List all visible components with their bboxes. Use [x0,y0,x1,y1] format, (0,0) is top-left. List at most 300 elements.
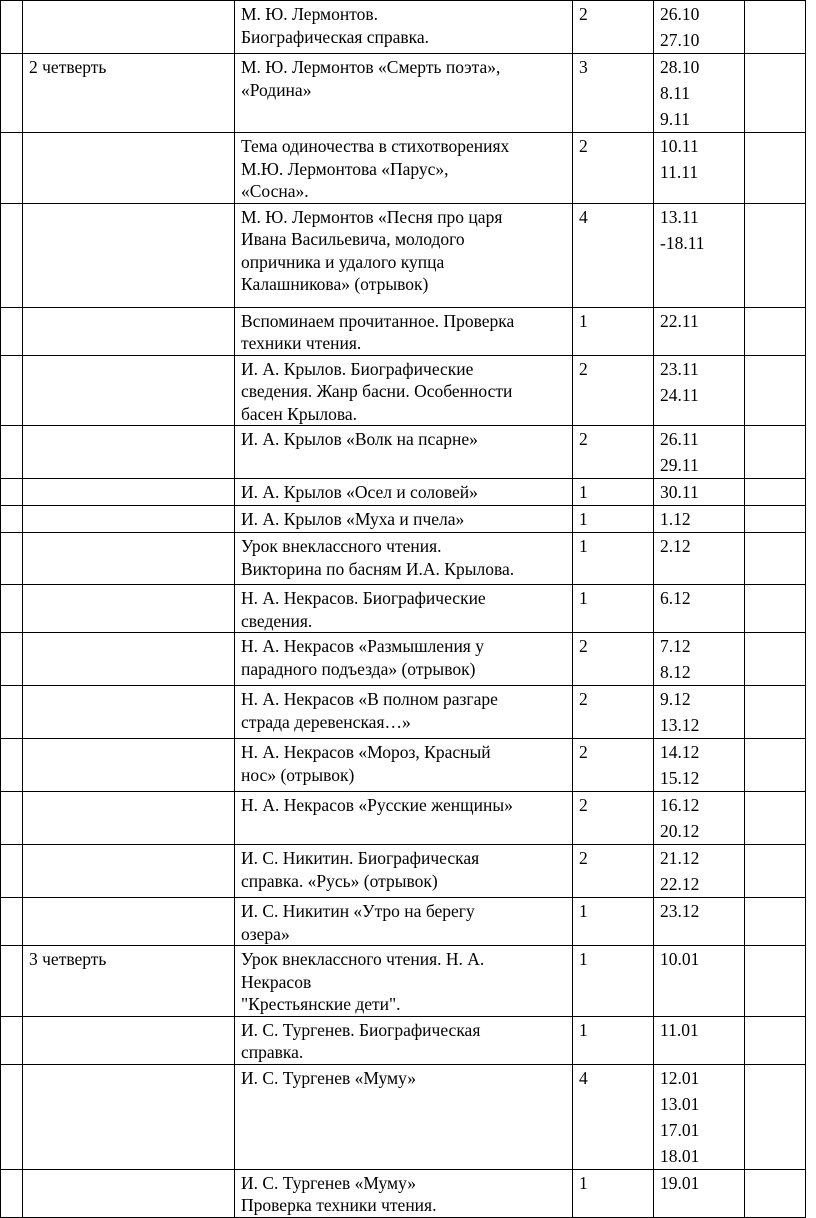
topic-content [235,506,572,531]
quarter-content [23,356,234,358]
topic-line: И. С. Тургенев. Биографическая [241,1019,481,1040]
hours-value: 2 [579,795,588,815]
hours-cell [573,1064,654,1169]
quarter-cell [23,307,235,355]
hours-value: 1 [579,1172,588,1193]
date-value: 30.11 [660,482,699,502]
hours-value: 2 [579,358,588,379]
date-value: 8.12 [660,662,691,682]
hours-cell [573,686,654,739]
hours-content [573,585,653,610]
hours-cell [573,1,654,54]
topic-content [235,54,572,101]
notes-cell [745,355,806,426]
quarter-cell [23,1016,235,1064]
row-blank-cell [1,633,23,686]
quarter-cell [23,633,235,686]
topic-cell [235,946,573,1017]
dates-content [654,133,744,185]
topic-content [235,792,572,817]
hours-cell [573,506,654,533]
quarter-cell [23,792,235,845]
row-blank-cell [1,479,23,506]
date-value: 21.12 [660,848,700,868]
topic-content [235,686,572,733]
hours-value: 4 [579,206,588,227]
table-row [1,479,806,506]
topic-content [235,133,572,203]
topic-line: справка. [241,1042,304,1062]
dates-content [654,1170,744,1196]
topic-line: сведения. [241,610,313,631]
notes-cell [745,1016,806,1064]
topic-line: «Сосна». [241,181,309,201]
notes-cell [745,633,806,686]
topic-content [235,308,572,355]
table-row [1,1169,806,1217]
topic-line: Н. А. Некрасов «В полном разгаре [241,689,498,709]
row-blank-cell [1,946,23,1017]
hours-value: 2 [579,848,588,868]
dates-content [654,633,744,685]
topic-line: озера» [241,923,290,944]
quarter-cell [23,133,235,204]
topic-content [235,1,572,48]
quarter-content [23,739,234,741]
row-blank-cell [1,792,23,845]
topic-cell [235,1064,573,1169]
topic-cell [235,54,573,133]
date-value: 10.11 [660,136,699,156]
hours-value: 2 [579,429,588,449]
topic-cell [235,307,573,355]
topic-cell [235,533,573,585]
table-row [1,739,806,792]
table-row [1,1,806,54]
quarter-content [23,426,234,428]
hours-content [573,946,653,971]
topic-line: И. С. Никитин. Биографическая [241,848,480,868]
date-value: 9.12 [660,689,691,709]
row-blank-cell [1,1016,23,1064]
table-row [1,686,806,739]
quarter-content [23,585,234,587]
date-value: 13.01 [660,1093,700,1114]
table-row [1,1016,806,1064]
topic-line: опричника и удалого купца [241,251,445,272]
hours-value: 1 [579,482,588,502]
dates-content [654,479,744,505]
hours-cell [573,792,654,845]
hours-cell [573,307,654,355]
topic-cell [235,1,573,54]
topic-cell [235,633,573,686]
dates-content [654,506,744,532]
quarter-cell [23,845,235,898]
hours-content [573,533,653,558]
hours-content [573,356,653,381]
hours-content [573,1,653,26]
quarter-cell [23,479,235,506]
date-value: 7.12 [660,636,691,656]
row-blank-cell [1,133,23,204]
quarter-cell [23,1064,235,1169]
row-blank-cell [1,355,23,426]
row-blank-cell [1,739,23,792]
quarter-cell [23,1,235,54]
dates-content [654,308,744,334]
topic-line: басен Крылова. [241,403,357,424]
lesson-plan-body [1,1,806,1218]
date-value: 17.01 [660,1119,700,1140]
topic-content [235,426,572,451]
row-blank-cell [1,898,23,946]
hours-content [573,686,653,711]
hours-content [573,739,653,764]
notes-cell [745,506,806,533]
topic-line: И. С. Тургенев «Муму» [241,1067,417,1088]
topic-line: М. Ю. Лермонтов «Песня про царя [241,206,503,227]
date-value: -18.11 [660,232,705,253]
hours-cell [573,533,654,585]
hours-cell [573,633,654,686]
hours-content [573,204,653,229]
topic-line: страда деревенская…» [241,711,411,732]
hours-value: 3 [579,57,588,77]
topic-line: Н. А. Некрасов «Размышления у [241,636,484,656]
hours-value: 1 [579,509,588,529]
hours-content [573,133,653,158]
table-row [1,845,806,898]
notes-cell [745,946,806,1017]
dates-cell [654,203,745,307]
quarter-content [23,308,234,310]
topic-line: И. С. Никитин «Утро на берегу [241,901,475,921]
topic-line: Н. А. Некрасов «Мороз, Красный [241,742,491,762]
notes-cell [745,739,806,792]
notes-cell [745,479,806,506]
topic-line: И. А. Крылов. Биографические [241,358,474,379]
date-value: 22.12 [660,874,700,894]
dates-content [654,426,744,478]
notes-cell [745,898,806,946]
table-row [1,898,806,946]
hours-cell [573,203,654,307]
topic-line: Тема одиночества в стихотворениях [241,136,510,156]
dates-cell [654,54,745,133]
topic-cell [235,506,573,533]
date-value: 28.10 [660,57,700,77]
dates-cell [654,686,745,739]
dates-cell [654,739,745,792]
date-value: 2.12 [660,536,691,556]
hours-content [573,308,653,333]
notes-cell [745,845,806,898]
date-value: 8.11 [660,83,690,103]
quarter-content [23,1065,234,1067]
topic-line: Вспоминаем прочитанное. Проверка [241,310,515,331]
table-row [1,426,806,479]
quarter-cell [23,355,235,426]
row-blank-cell [1,1,23,54]
quarter-content [23,506,234,508]
dates-content [654,946,744,972]
topic-line: И. А. Крылов «Осел и соловей» [241,482,478,502]
hours-cell [573,898,654,946]
topic-line: М.Ю. Лермонтова «Парус», [241,158,449,179]
hours-cell [573,845,654,898]
row-blank-cell [1,1064,23,1169]
topic-content [235,739,572,786]
hours-value: 1 [579,1019,588,1040]
hours-content [573,479,653,504]
topic-line: Калашникова» (отрывок) [241,274,429,294]
quarter-cell [23,898,235,946]
quarter-label: 2 четверть [29,57,107,77]
hours-value: 1 [579,588,588,608]
hours-content [573,54,653,79]
hours-value: 2 [579,4,588,24]
date-value: 13.11 [660,206,699,227]
hours-cell [573,355,654,426]
row-blank-cell [1,426,23,479]
row-blank-cell [1,506,23,533]
hours-content [573,1017,653,1042]
topic-line: И. С. Тургенев «Муму» [241,1172,417,1193]
table-row [1,533,806,585]
date-value: 14.12 [660,742,700,762]
hours-content [573,898,653,923]
table-row [1,133,806,204]
dates-cell [654,479,745,506]
table-row [1,54,806,133]
quarter-cell [23,739,235,792]
date-value: 10.01 [660,949,700,969]
dates-content [654,533,744,559]
quarter-cell [23,426,235,479]
dates-content [654,845,744,897]
row-blank-cell [1,1169,23,1217]
hours-cell [573,585,654,633]
row-blank-cell [1,54,23,133]
topic-line: Викторина по басням И.А. Крылова. [241,558,515,579]
notes-cell [745,585,806,633]
topic-cell [235,203,573,307]
row-blank-cell [1,686,23,739]
topic-cell [235,1169,573,1217]
topic-line: Н. А. Некрасов. Биографические [241,588,486,608]
topic-line: "Крестьянские дети". [241,994,401,1014]
quarter-content [23,946,234,971]
quarter-content [23,633,234,635]
table-row [1,946,806,1017]
notes-cell [745,307,806,355]
date-value: 11.11 [660,162,699,182]
hours-content [573,633,653,658]
notes-cell [745,54,806,133]
hours-cell [573,946,654,1017]
date-value: 24.11 [660,384,699,405]
topic-line: И. А. Крылов «Волк на псарне» [241,429,478,449]
hours-cell [573,479,654,506]
date-value: 13.12 [660,715,700,735]
dates-cell [654,307,745,355]
topic-line: Биографическая справка. [241,26,430,47]
hours-content [573,1170,653,1195]
notes-cell [745,686,806,739]
topic-cell [235,426,573,479]
hours-value: 1 [579,536,588,556]
topic-line: И. А. Крылов «Муха и пчела» [241,509,465,529]
dates-content [654,792,744,844]
topic-cell [235,133,573,204]
date-value: 26.10 [660,4,700,24]
row-blank-cell [1,585,23,633]
topic-content [235,585,572,632]
hours-cell [573,1169,654,1217]
topic-line: сведения. Жанр басни. Особенности [241,381,513,401]
dates-content [654,204,744,256]
topic-content [235,946,572,1016]
quarter-cell [23,585,235,633]
notes-cell [745,1169,806,1217]
hours-content [573,792,653,817]
table-row [1,585,806,633]
quarter-cell [23,54,235,133]
notes-cell [745,203,806,307]
table-row [1,633,806,686]
topic-line: Некрасов [241,971,312,992]
topic-cell [235,686,573,739]
date-value: 6.12 [660,588,691,608]
quarter-cell [23,203,235,307]
hours-value: 1 [579,901,588,921]
quarter-cell [23,533,235,585]
date-value: 27.10 [660,30,700,50]
topic-content [235,479,572,504]
hours-content [573,1065,653,1090]
hours-value: 2 [579,742,588,762]
topic-line: Урок внеклассного чтения. [241,536,442,556]
date-value: 19.01 [660,1172,700,1193]
date-value: 12.01 [660,1067,700,1088]
date-value: 9.11 [660,109,690,129]
dates-cell [654,426,745,479]
dates-content [654,686,744,738]
row-blank-cell [1,533,23,585]
date-value: 18.01 [660,1145,700,1166]
dates-cell [654,1016,745,1064]
date-value: 20.12 [660,821,700,841]
quarter-content [23,792,234,794]
quarter-content [23,686,234,688]
dates-content [654,739,744,791]
topic-content [235,633,572,680]
date-value: 11.01 [660,1019,699,1040]
topic-line: Ивана Васильевича, молодого [241,229,465,249]
quarter-content [23,54,234,79]
table-row [1,355,806,426]
date-value: 16.12 [660,795,700,815]
topic-content [235,1065,572,1090]
topic-line: М. Ю. Лермонтов. [241,4,379,24]
hours-value: 1 [579,949,588,969]
date-value: 22.11 [660,310,699,331]
topic-content [235,356,572,426]
notes-cell [745,533,806,585]
quarter-content [23,1170,234,1172]
dates-content [654,1,744,53]
dates-cell [654,633,745,686]
quarter-content [23,1,234,3]
date-value: 23.11 [660,358,699,379]
hours-cell [573,133,654,204]
topic-cell [235,739,573,792]
date-value: 29.11 [660,455,699,475]
table-row [1,203,806,307]
hours-content [573,426,653,451]
dates-cell [654,1,745,54]
dates-cell [654,506,745,533]
topic-line: М. Ю. Лермонтов «Смерть поэта», [241,57,501,77]
notes-cell [745,792,806,845]
notes-cell [745,1,806,54]
table-row [1,792,806,845]
topic-cell [235,792,573,845]
date-value: 15.12 [660,768,700,788]
dates-cell [654,1169,745,1217]
date-value: 1.12 [660,509,691,529]
row-blank-cell [1,203,23,307]
quarter-content [23,479,234,481]
hours-value: 4 [579,1067,588,1088]
topic-line: Урок внеклассного чтения. Н. А. [241,949,485,969]
hours-value: 2 [579,636,588,656]
topic-cell [235,479,573,506]
topic-line: техники чтения. [241,333,362,353]
quarter-content [23,133,234,135]
dates-cell [654,898,745,946]
topic-cell [235,898,573,946]
hours-value: 2 [579,689,588,709]
dates-content [654,898,744,924]
quarter-cell [23,1169,235,1217]
quarter-cell [23,506,235,533]
dates-content [654,1017,744,1043]
dates-cell [654,133,745,204]
hours-cell [573,739,654,792]
hours-value: 1 [579,310,588,331]
topic-content [235,1017,572,1064]
quarter-cell [23,946,235,1017]
quarter-content [23,533,234,535]
quarter-content [23,204,234,206]
dates-content [654,1065,744,1169]
notes-cell [745,1064,806,1169]
row-blank-cell [1,307,23,355]
topic-line: Проверка техники чтения. [241,1195,437,1215]
dates-content [654,356,744,408]
dates-cell [654,1064,745,1169]
dates-cell [654,355,745,426]
dates-content [654,585,744,611]
hours-value: 2 [579,136,588,156]
row-blank-cell [1,845,23,898]
hours-cell [573,426,654,479]
topic-cell [235,845,573,898]
quarter-content [23,898,234,900]
table-row [1,1064,806,1169]
